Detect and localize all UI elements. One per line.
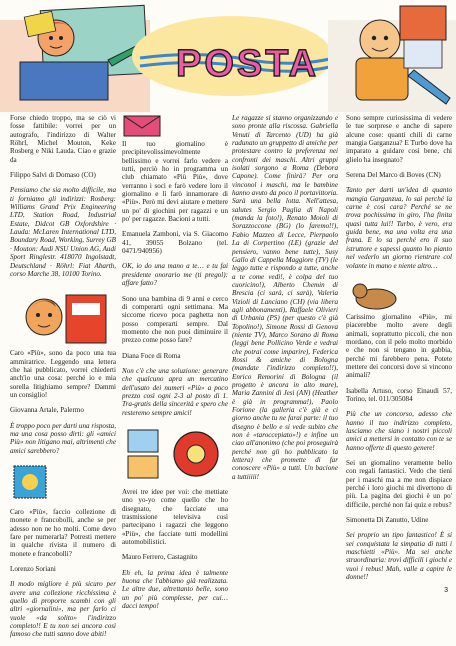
- reply-text: Più che un concorso, adesso che hanno il tuo indirizzo completo, lasciamo che siano i nostri piccoli amici a mettersi in contatto con te se hanno offerte di questo genere!: [346, 410, 452, 452]
- column-2: [122, 114, 228, 617]
- boy-writing-illustration: [0, 5, 150, 112]
- column-3: [232, 114, 338, 488]
- letter-text: Caro «Più», faccio collezione di monete e francobolli, anche se per adesso non ne ho molti. Come devo fare per numerarla? Potresti mettere in qualche rivista il numero di monete e francobolli?: [10, 507, 116, 558]
- reply-text: Tanto per darti un'idea di quanto mangia Garganzua, lo sai perché la carne è così cara? Perché se ne trova pochissima in giro, l'ha finita quasi tutta lui!! Turbo, è vero, era guida bene, ma una volta era una frana. E lo sa perché ero il suo istruttore e sapessi quanto ho pianto nel vederlo un giorno rientrare col volante in mano e niente altro…: [346, 186, 452, 270]
- column-1: [10, 114, 116, 646]
- letter-signature: Giovanna Artale, Palermo: [10, 406, 84, 415]
- letter-signature: Simonetta Di Zanutto, Udine: [346, 516, 429, 525]
- reply-text: Non c'è che una soluzione: generare che qualcuno apra un mercatino dell'usato dei numeri «Più» a poco prezzo così ogni 2-3 al posto di 1. Tra-gratis della sincerità e spero che resteremo sempre amici!: [122, 366, 228, 417]
- stamp-illustration: [10, 462, 116, 508]
- svg-text:POSTA: POSTA: [176, 43, 320, 85]
- animal-illustration: [346, 277, 452, 313]
- letter-signature: Serena Del Marco di Boves (CN): [346, 171, 441, 180]
- column-4: [346, 114, 452, 588]
- cartoon-illustration: [10, 285, 116, 349]
- cartoon-character-illustration: [328, 6, 456, 112]
- letter-text: Forse chiedo troppo, ma se ciò vi fosse fattibile: vorrei per un autografo, l'indirizzo di Walter Röhrl, Michel Mouton, Keke Rosberg e Niki Lauda. Ciao e grazie da: [10, 114, 116, 164]
- letter-text: Avrei tre idee per voi: che mettiate uno yo-yo come quello che ho disegnato, che facciate una trasmissione televisiva così partecipano i ragazzi che leggono «Più», che facciate tutti modellini automobilistici.: [122, 487, 228, 547]
- reply-text: È troppo poco per darti una risposta, ma una cosa posso dirti: gli «amici Più» non litigano mai, altrimenti che amici sarebbero?: [10, 421, 116, 455]
- letter-text: Carissimo giornalino «Più», mi piacerebbe molto avere degli animali, soprattutto piccoli, che non mordano, con il pelo molto morbido e che non si tengano in gabbia, perché mi farebbero pena. Potete mettere dei concorsi dove si vincono animali?: [346, 312, 452, 380]
- envelope-illustration: [122, 114, 228, 140]
- posta-title: [176, 43, 319, 85]
- reply-text: Sei proprio un tipo fantastico! È si sei conquistata la simpatia di tutti i maschietti «Più». Ma sei anche straordinaria: trovi difficili i giochi e vuoi i rebus! Mah, valle a capire le donne!!: [346, 531, 452, 582]
- letter-signature: Diana Foce di Roma: [122, 351, 181, 360]
- letter-signature: Isabella Artuso, corso Einaudi 57, Torino, tel. 011/305084: [346, 386, 452, 403]
- editor-note: Le ragazze si stanno organizzando e sono pronte alla riscossa. Gabriella Venuti di Tarcento (UD) ha già radunato un gruppetto di amiche per protestare contro la preferenza nei confronti dei maschi. Altri gruppi isolati sorgono a Roma (Debora Capone). Come finirà? Per ora vinconol i maschi, ma le bambine hanno avuto da poco il portavittoria. Sarà una bella lotta. Nell'attesa, salutes Sergio Paglia di Napoli (manda la foto!), Renato Moioli di Sorazzoccone (BG) (lo faremo!!), Fabio Mazzeo di Lecce, Pierpaolo La di Corpertino (LE) (grazie del pensiero, vanno bene tutte), Susy Gallo di Cappella Maggiore (TV) (le leggo tutte e rispondo a tutte, anche a te come vedi!, è colpa del tuo cuoricino!), Alberto Chemin di Brescia (ci sarà, ci sarà), Valeria Vizioli di Lanciano (CH) (via libera agli abbonamenti), Raffaele Olivieri di Urbania (PS) (per questo c'è già Topolino!), Simone Rossi di Genova (niente TV), Marco Sorano di Roma (leggi bene Pollicino Verde e vedrai che potrai come imparire), Federica Rossi & amiche di Bologna (mandate l'indirizzo completo!!), Enrico Remorini di Bologna (il progetto è ancora in alto mare), Maria Zannini di Jesi (AN) (Heather è già in programma!), Paolo Forione (la galleria c'è già e ci giorno anche tu ne farai parte: il tuo disegno è bello e si vede subito che non è «taroccepiato»!) e infine un ciao all'anonimo (che poi proseguirà perché non gli ho pubblicato la lettera) che promette di far conoscere «Più» a tutti. Un bacione a tuttiiiii!: [232, 114, 338, 481]
- letter-signature: Emanuela Zamboni, via S. Giacomo 41, 39055 Bolzano (tel. 0471/940956): [122, 230, 228, 256]
- letter-text: Il tuo giornalino è precipitevolissimevolmente bellissimo e vorrei farlo vedere a tutti, perciò ho in programma un club chiamato «Più Più», dove verranno i soci e farò vedere loro il giornalino e lì farò innamorare di «Più». Però mi devi aiutare e mettere un po' di giochini per ragazzi e un po' per ragazze. Bacioni a tutti.: [122, 140, 228, 224]
- letter-signature: Lorenzo Soriani: [10, 565, 56, 574]
- letter-text: Sei un giornalino veramente bello con regali fantastici. Vedo che tieni per i maschi ma a me non dispiace perché i loro giochi mi divertono di più. La pagina dei giochi è un po' difficile, perché non fai quiz e rebus?: [346, 459, 452, 509]
- letter-text: Sono sempre curiosissima di vedere le tue sorprese e anche di sapere alcune cose: quanti chili di carne mangia Garganzua? E Turbo dove ha imparato a guidare così bene, chi glielo ha insegnato?: [346, 114, 452, 164]
- letter-text: Caro «Più», sono da poco una tua ammiratrice. Leggendo una lettera che hai pubblicato, vorrei chiederti anch'io una cosa: perché io e mia sorella litighiamo sempre? Dammi un consiglio!: [10, 349, 116, 399]
- reply-text: Eh eh, la prima idea è talmente buona che l'abbiamo già realizzata. Le altre due, altrettanto belle, sono un po' più complesse, per cui… dacci tempo!: [122, 568, 228, 611]
- letter-signature: Filippo Salvi di Domaso (CO): [10, 171, 96, 180]
- posta-header: [0, 0, 456, 112]
- page-number: 3: [444, 587, 448, 594]
- reply-text: Il modo migliore è più sicuro per avere una collezione ricchissima è quello di proporre scambi con gli altri «giornalini», ma per farlo ci vuole «da solito» l'indirizzo completo!! E tu non sei ancora così famoso che tutti sanno dove abiti!: [10, 580, 116, 639]
- letter-signature: Mauro Ferrero, Castagnito: [122, 553, 198, 562]
- reply-text: Pensiamo che sia molto difficile, ma ti forniamo gli indirizzi: Rosberg: Williams Grand Prix Engineering LTD, Station Road, Industrial Estate, Didcot GB Oxfordshire · Lauda: McLaren International LTD, Boundary Road, Working, Surrey GB · Mouton: Audi NSU Union AG, Audi Sport Ringlestr. 418070 Ingolstadt, Deutschland · Röhrl: Fiat Abarth, corso Marche 38, 10100 Torino.: [10, 186, 116, 278]
- letter-text: Sono una bambina di 9 anni e cerco di comperarti ogni settimana. Ma siccome ricevo poca paghetta non posso comperarti sempre. Dal momento che non puoi diminuire il prezzo come posso fare?: [122, 294, 228, 345]
- yo-yo-drawing: [122, 424, 228, 488]
- reply-text: OK, io do una mano a te… e tu fai presidente onorario me (ti pregol): affare fatto?: [122, 262, 228, 288]
